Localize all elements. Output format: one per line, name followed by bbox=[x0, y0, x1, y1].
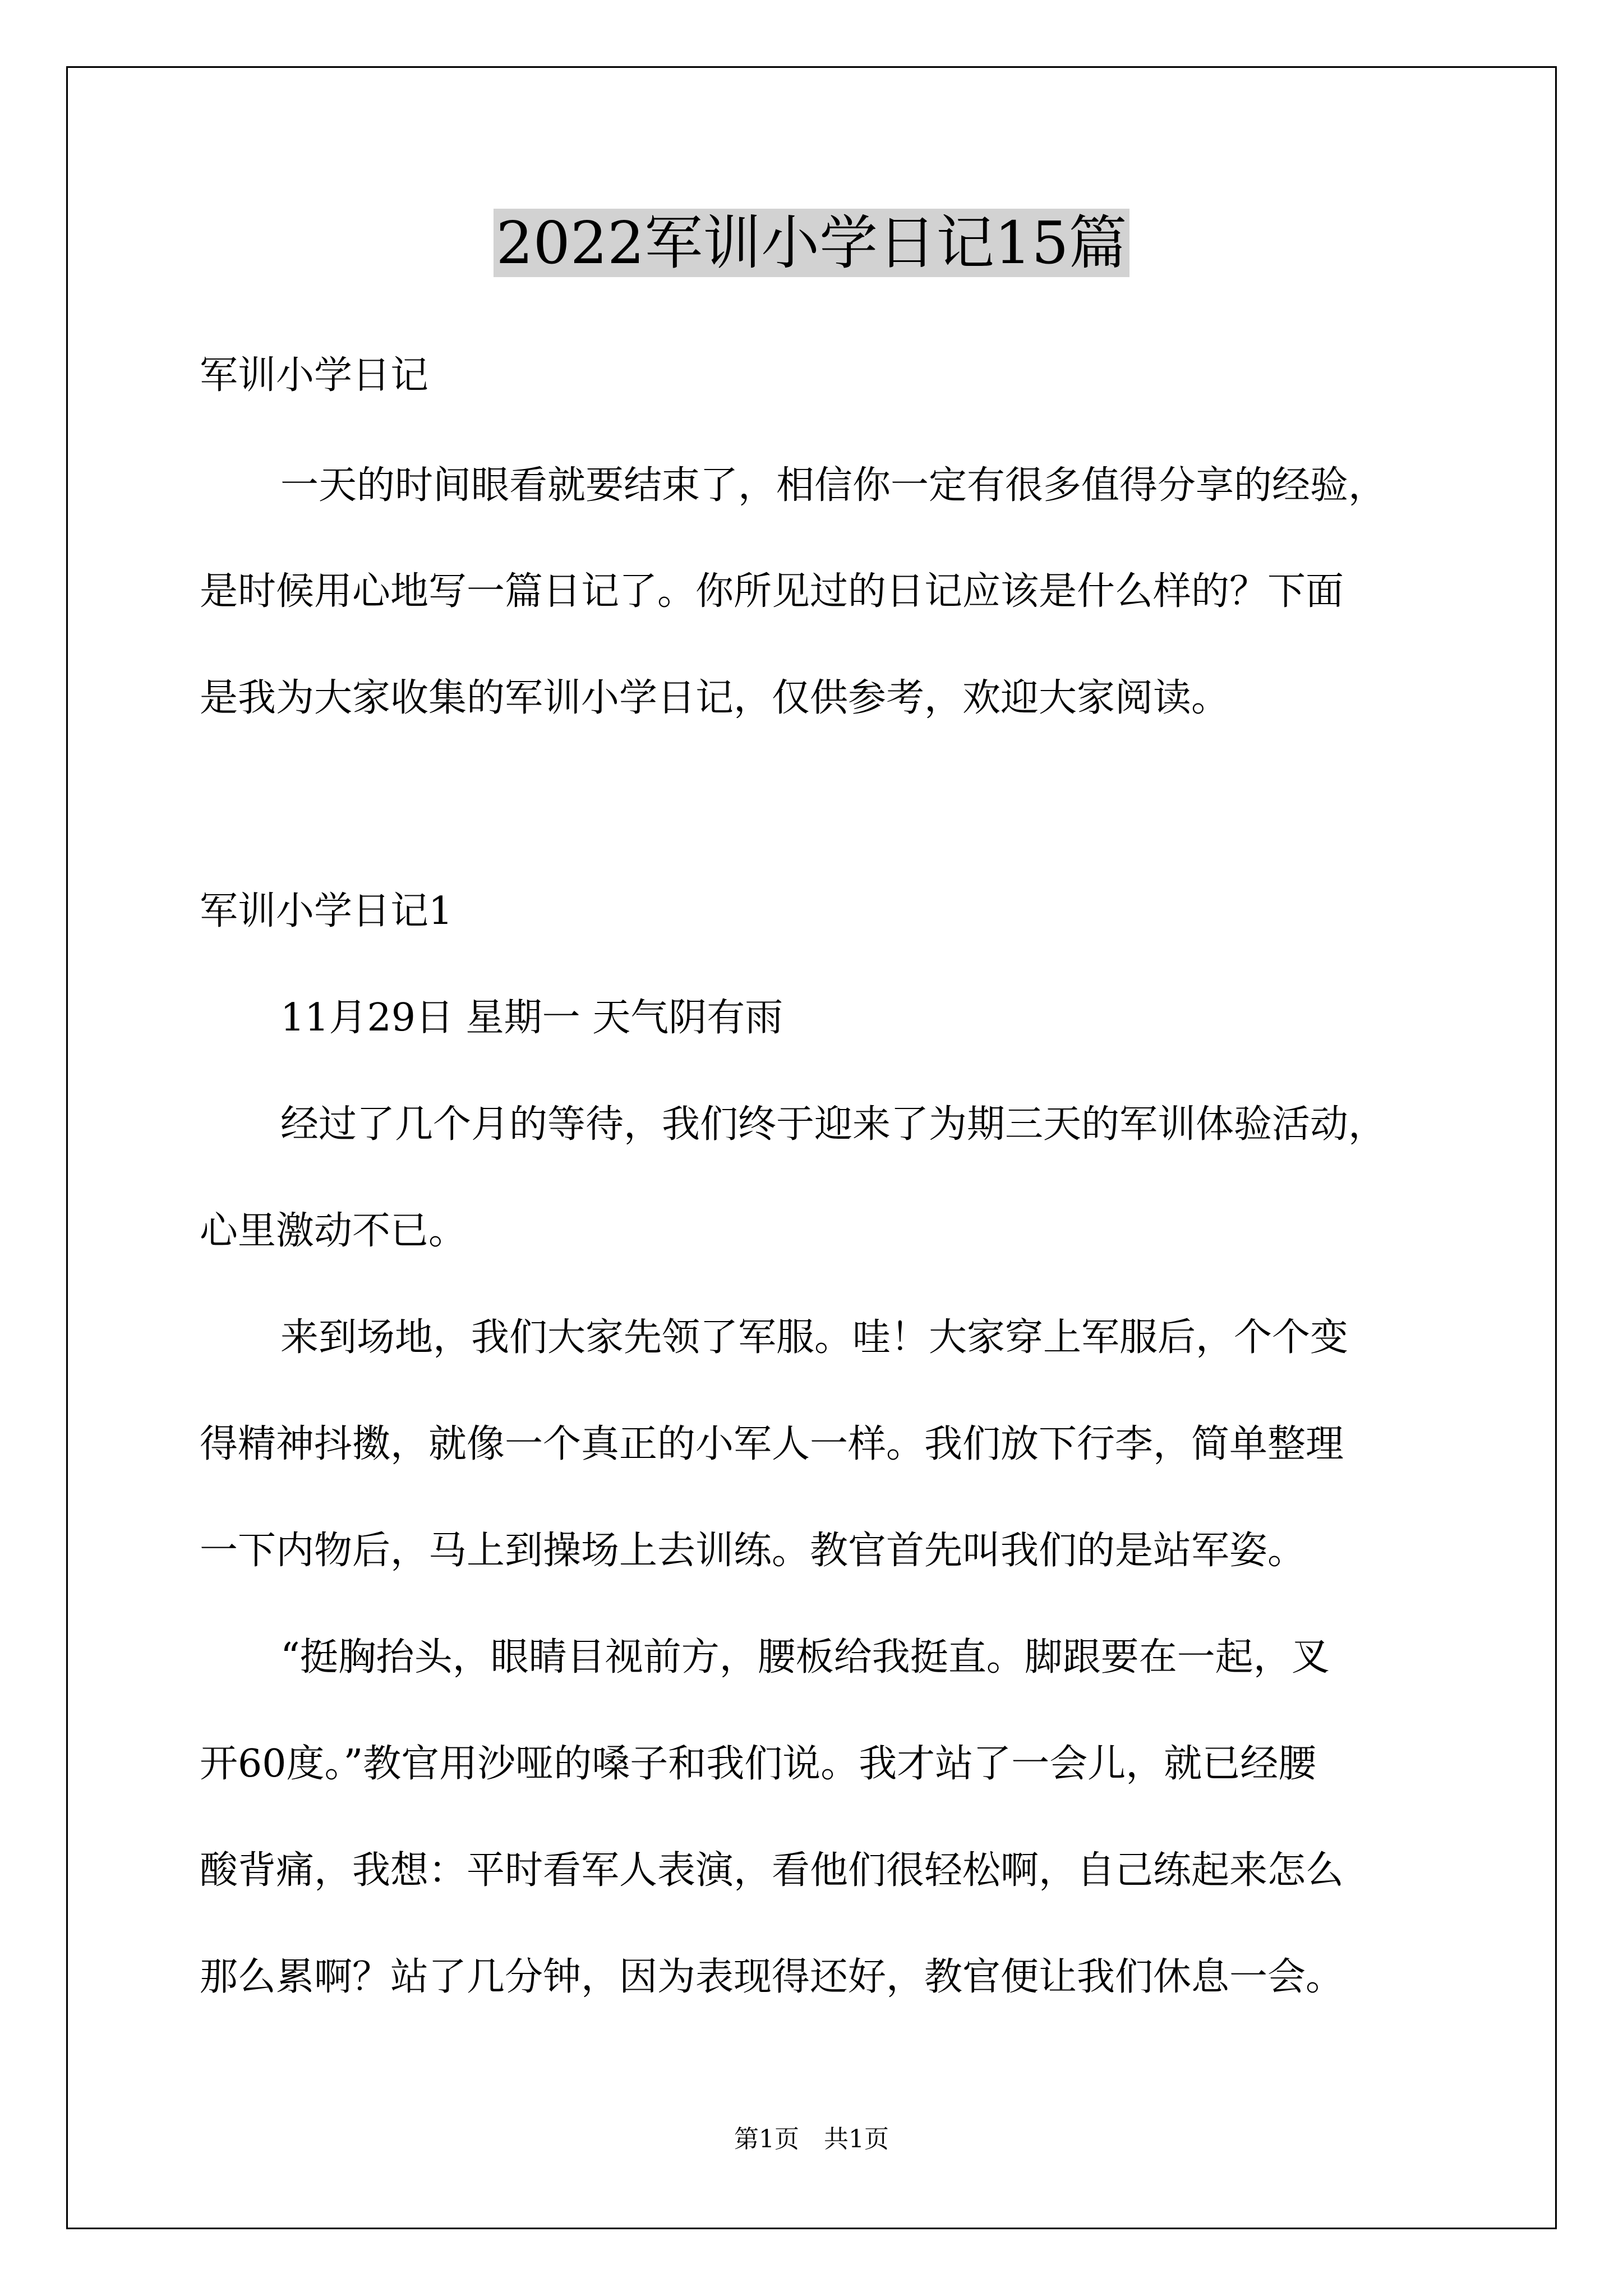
entry-line-6: “挺胸抬头，眼睛目视前方，腰板给我挺直。脚跟要在一起，叉 bbox=[280, 1635, 1330, 1680]
document-title bbox=[0, 201, 1623, 285]
entry-line-7: 开60度。”教官用沙哑的嗓子和我们说。我才站了一会儿，就已经腰 bbox=[200, 1742, 1317, 1786]
entry-line-2: 心里激动不已。 bbox=[200, 1209, 467, 1253]
entry-line-3: 来到场地，我们大家先领了军服。哇！大家穿上军服后，个个变 bbox=[280, 1315, 1349, 1360]
entry-heading: 军训小学日记1 bbox=[200, 889, 453, 933]
entry-line-1: 经过了几个月的等待，我们终于迎来了为期三天的军训体验活动， bbox=[280, 1102, 1387, 1147]
document-title-text: 2022军训小学日记15篇 bbox=[494, 209, 1129, 277]
page-total: 共1页 bbox=[824, 2125, 889, 2154]
entry-line-4: 得精神抖擞，就像一个真正的小军人一样。我们放下行李，简单整理 bbox=[200, 1422, 1344, 1466]
page-number: 第1页 bbox=[734, 2125, 799, 2154]
intro-line-1: 一天的时间眼看就要结束了，相信你一定有很多值得分享的经验， bbox=[280, 463, 1387, 508]
page-footer bbox=[0, 2123, 1623, 2156]
entry-line-5: 一下内物后，马上到操场上去训练。教官首先叫我们的是站军姿。 bbox=[200, 1529, 1306, 1573]
entry-line-9: 那么累啊？站了几分钟，因为表现得还好，教官便让我们休息一会。 bbox=[200, 1955, 1344, 1999]
entry-line-8: 酸背痛，我想：平时看军人表演，看他们很轻松啊，自己练起来怎么 bbox=[200, 1848, 1344, 1893]
intro-line-3: 是我为大家收集的军训小学日记，仅供参考，欢迎大家阅读。 bbox=[200, 676, 1230, 720]
intro-line-2: 是时候用心地写一篇日记了。你所见过的日记应该是什么样的？下面 bbox=[200, 569, 1344, 614]
entry-date: 11月29日 星期一 天气阴有雨 bbox=[280, 996, 783, 1040]
section-heading: 军训小学日记 bbox=[200, 353, 429, 398]
